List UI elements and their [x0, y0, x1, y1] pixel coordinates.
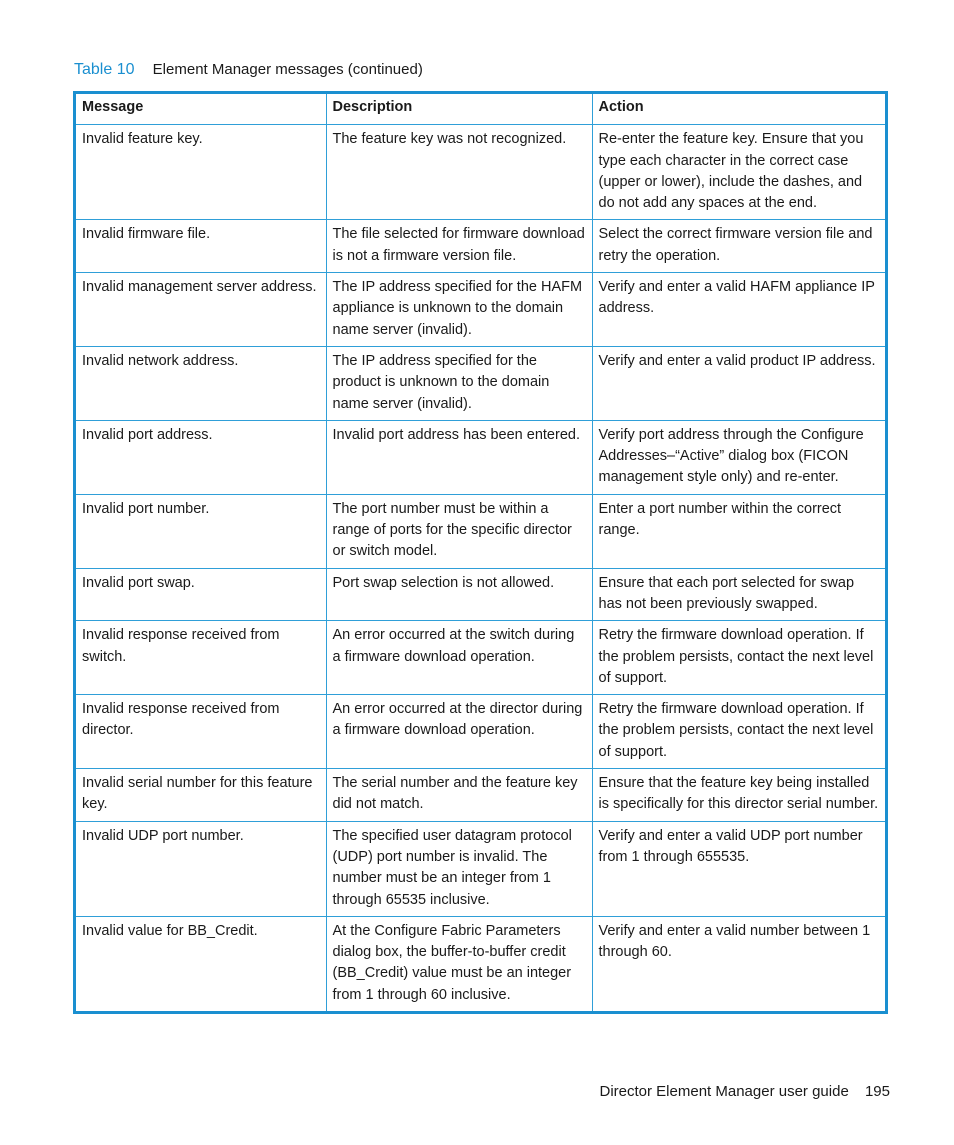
cell-message: Invalid port address. — [76, 420, 326, 494]
cell-message: Invalid port number. — [76, 494, 326, 568]
cell-action: Verify and enter a valid product IP address. — [592, 346, 885, 420]
cell-action: Verify port address through the Configure Addresses–“Active” dialog box (FICON management style only) and re-enter. — [592, 420, 885, 494]
cell-action: Re-enter the feature key. Ensure that you type each character in the correct case (upper or lower), include the dashes, and do not add any spaces at the end. — [592, 125, 885, 220]
table-row — [76, 346, 885, 420]
table-row — [76, 769, 885, 822]
cell-action: Verify and enter a valid number between 1 through 60. — [598, 922, 871, 961]
cell-message: Invalid UDP port number. — [76, 821, 326, 916]
table-row — [76, 695, 885, 769]
cell-description: The IP address specified for the HAFM appliance is unknown to the domain name server (invalid). — [326, 273, 592, 347]
cell-description: The specified user datagram protocol (UDP) port number is invalid. The number must be an integer from 1 through 65535 inclusive. — [326, 821, 592, 916]
cell-message: Invalid serial number for this feature key. — [76, 769, 326, 822]
cell-description: The serial number and the feature key did not match. — [326, 769, 592, 822]
cell-message: Invalid response received from switch. — [76, 621, 326, 695]
cell-message: Invalid value for BB_Credit. — [76, 916, 326, 1011]
cell-message: Invalid port swap. — [76, 568, 326, 621]
table-row — [76, 420, 885, 494]
table-row — [76, 494, 885, 568]
table-row — [76, 125, 885, 220]
cell-description: Invalid port address has been entered. — [326, 420, 592, 494]
cell-message: Invalid firmware file. — [76, 220, 326, 273]
cell-message: Invalid feature key. — [76, 125, 326, 220]
header-message: Message — [76, 94, 326, 125]
guide-title: Director Element Manager user guide — [599, 1083, 849, 1100]
cell-description: The file selected for firmware download is not a firmware version file. — [326, 220, 592, 273]
cell-action: Verify and enter a valid HAFM appliance IP address. — [592, 273, 885, 347]
page-number: 195 — [864, 1083, 890, 1100]
table-title: Element Manager messages (continued) — [152, 61, 423, 78]
header-description: Description — [326, 94, 592, 125]
table-row — [76, 273, 885, 347]
messages-table — [76, 94, 885, 1011]
cell-description: An error occurred at the switch during a firmware download operation. — [326, 621, 592, 695]
cell-description: At the Configure Fabric Parameters dialog box, the buffer-to-buffer credit (BB_Credit) value must be an integer from 1 through 60 inclusive. — [326, 916, 592, 1011]
table-row — [76, 568, 885, 621]
cell-message: Invalid management server address. — [76, 273, 326, 347]
cell-action: Verify and enter a valid UDP port number from 1 through 655535. — [592, 821, 885, 916]
cell-message: Invalid response received from director. — [76, 695, 326, 769]
cell-description: The port number must be within a range of ports for the specific director or switch model. — [326, 494, 592, 568]
cell-description: The IP address specified for the product is unknown to the domain name server (invalid). — [326, 346, 592, 420]
cell-action: Ensure that each port selected for swap has not been previously swapped. — [592, 568, 885, 621]
cell-action: Enter a port number within the correct range. — [592, 494, 885, 568]
cell-action: Ensure that the feature key being installed is specifically for this director serial number. — [592, 769, 885, 822]
cell-description: An error occurred at the director during a firmware download operation. — [326, 695, 592, 769]
page-footer — [600, 1082, 891, 1102]
cell-description: Port swap selection is not allowed. — [326, 568, 592, 621]
table-header-row — [76, 94, 885, 125]
table-row — [76, 821, 885, 916]
table-row — [76, 220, 885, 273]
table-number: Table 10 — [74, 61, 135, 78]
messages-table-frame — [73, 91, 888, 1014]
table-row — [76, 621, 885, 695]
cell-action: Retry the firmware download operation. If the problem persists, contact the next level of support. — [592, 621, 885, 695]
cell-message: Invalid network address. — [76, 346, 326, 420]
cell-action: Retry the firmware download operation. If the problem persists, contact the next level of support. — [592, 695, 885, 769]
table-row — [76, 916, 885, 1011]
cell-action: Select the correct firmware version file and retry the operation. — [592, 220, 885, 273]
table-caption — [74, 60, 423, 80]
cell-description: The feature key was not recognized. — [326, 125, 592, 220]
header-action: Action — [592, 94, 885, 125]
